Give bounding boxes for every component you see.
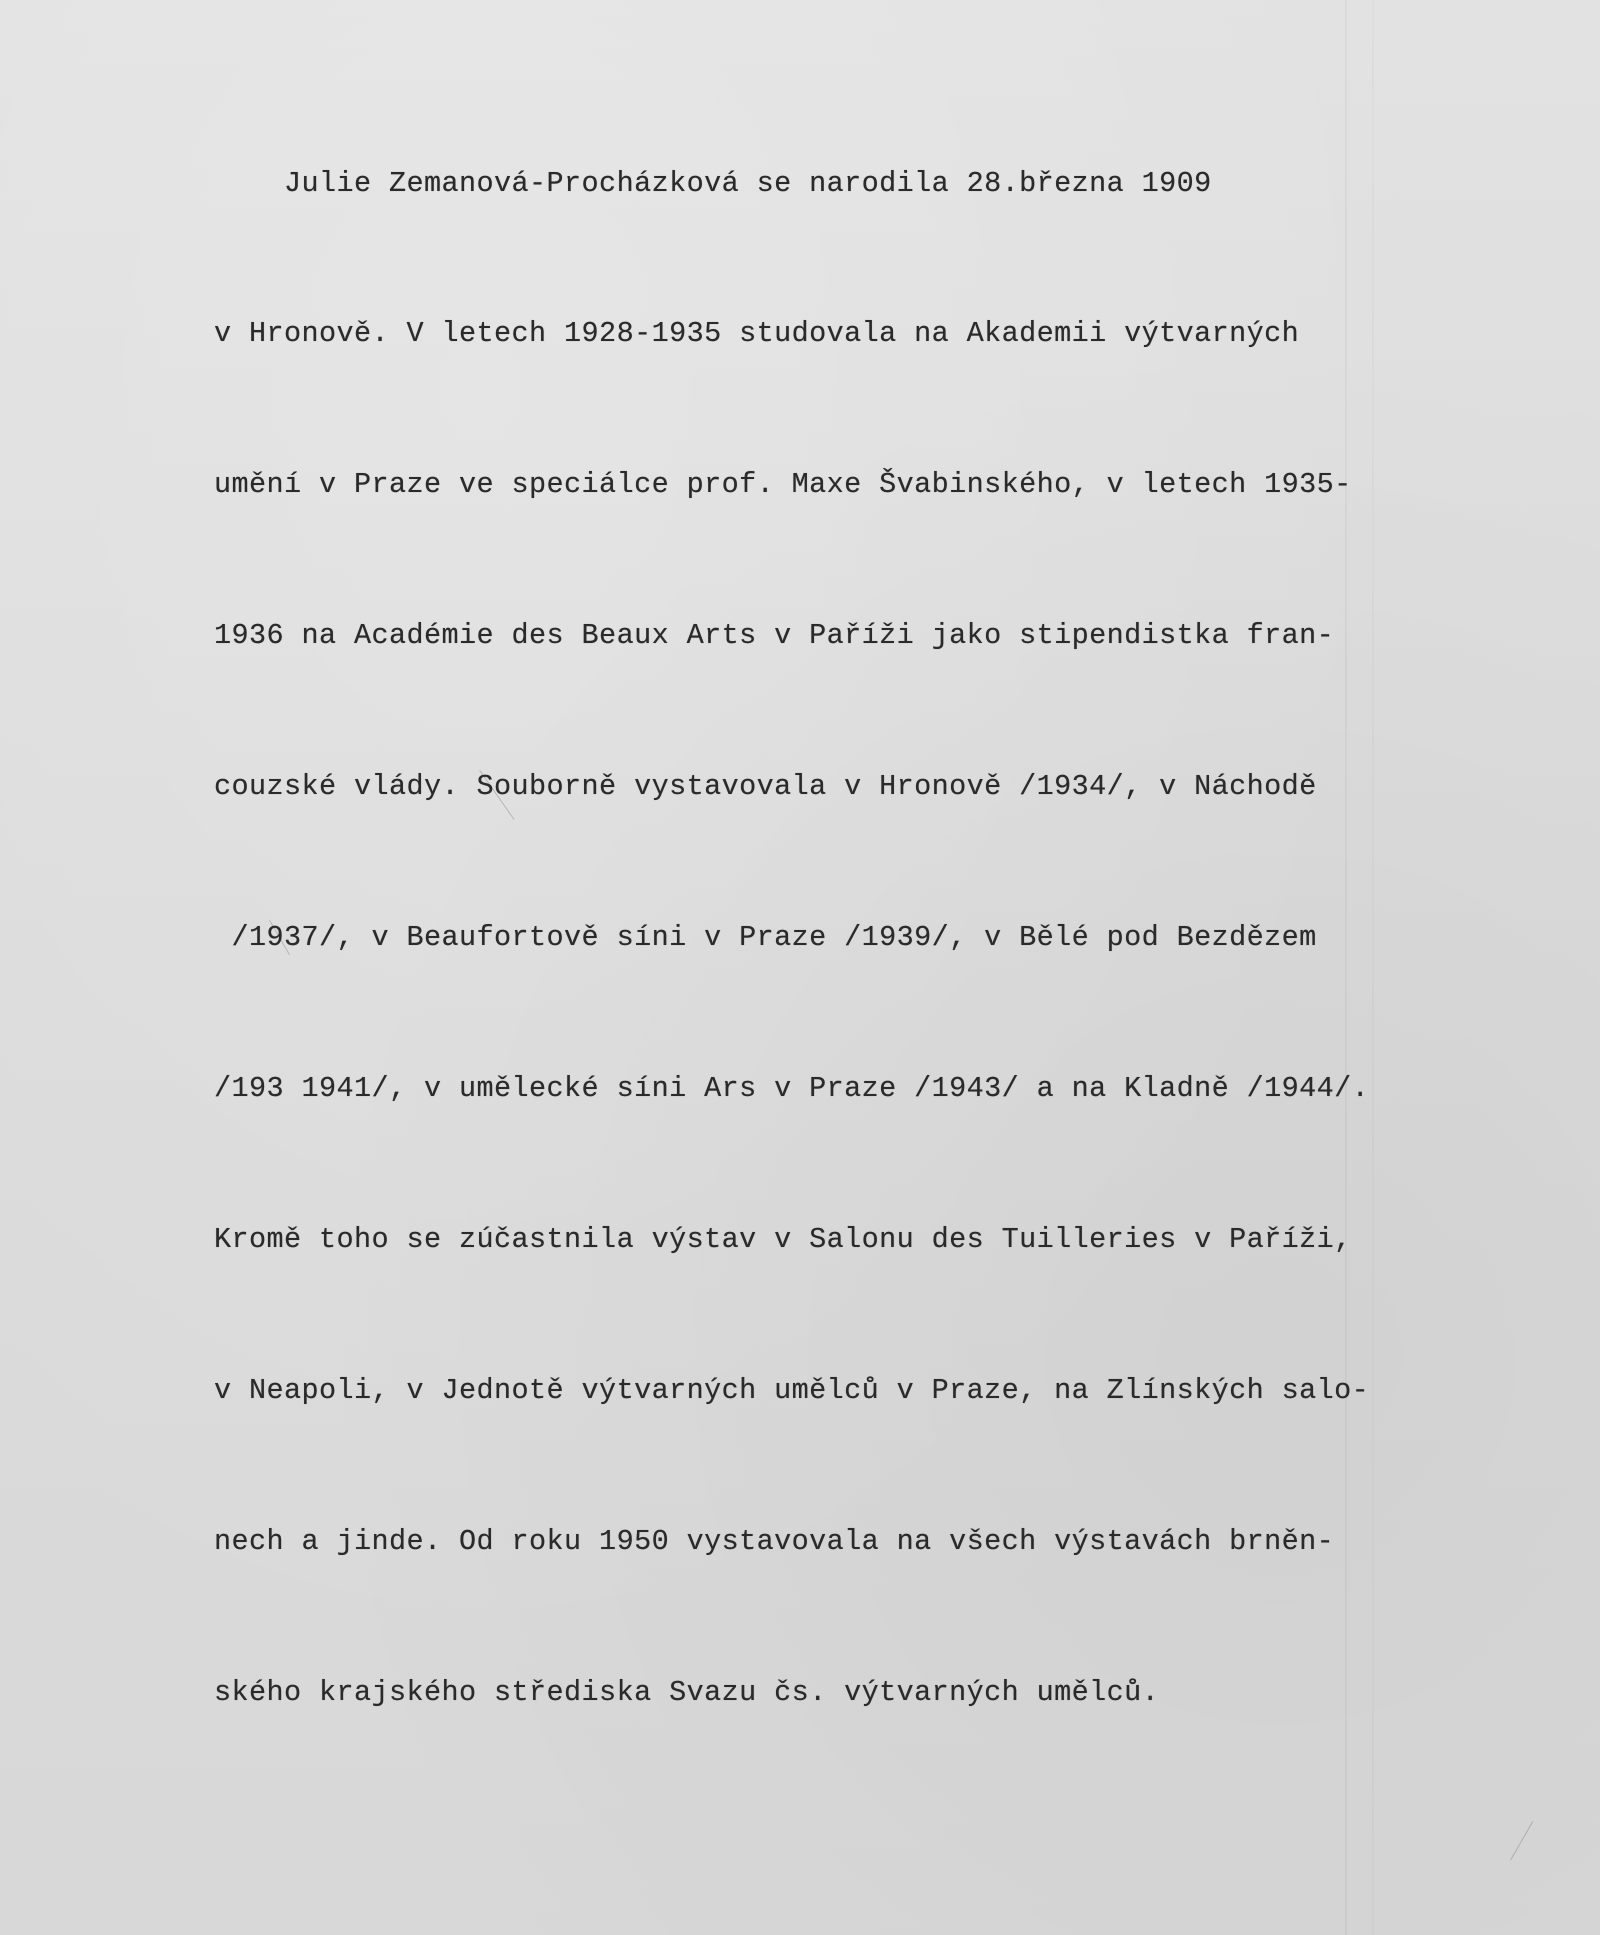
text-line: /193 1941/, v umělecké síni Ars v Praze /1943/ a na Kladně /1944/. [214, 1071, 1370, 1105]
text-line: Julie Zemanová-Procházková se narodila 28.března 1909 [214, 166, 1212, 200]
text-line: v Hronově. V letech 1928-1935 studovala na Akademii výtvarných [214, 317, 1300, 351]
text-line: umění v Praze ve speciálce prof. Maxe Švabinského, v letech 1935- [214, 468, 1352, 502]
text-line: couzské vlády. Souborně vystavovala v Hronově /1934/, v Náchodě [214, 770, 1317, 804]
paper-fold-mark [1372, 0, 1374, 1935]
text-line: 1936 na Académie des Beaux Arts v Paříži jako stipendistka fran- [214, 619, 1335, 653]
typed-paragraph [214, 58, 1369, 1818]
text-line: Kromě toho se zúčastnila výstav v Salonu des Tuilleries v Paříži, [214, 1222, 1352, 1256]
paper-scratch [1510, 1821, 1533, 1860]
text-line: v Neapoli, v Jednotě výtvarných umělců v Praze, na Zlínských salo- [214, 1373, 1370, 1407]
text-line: ského krajského střediska Svazu čs. výtvarných umělců. [214, 1675, 1160, 1709]
text-line: nech a jinde. Od roku 1950 vystavovala na všech výstavách brněn- [214, 1524, 1335, 1558]
text-line: /1937/, v Beaufortově síni v Praze /1939/, v Bělé pod Bezdězem [214, 921, 1317, 955]
